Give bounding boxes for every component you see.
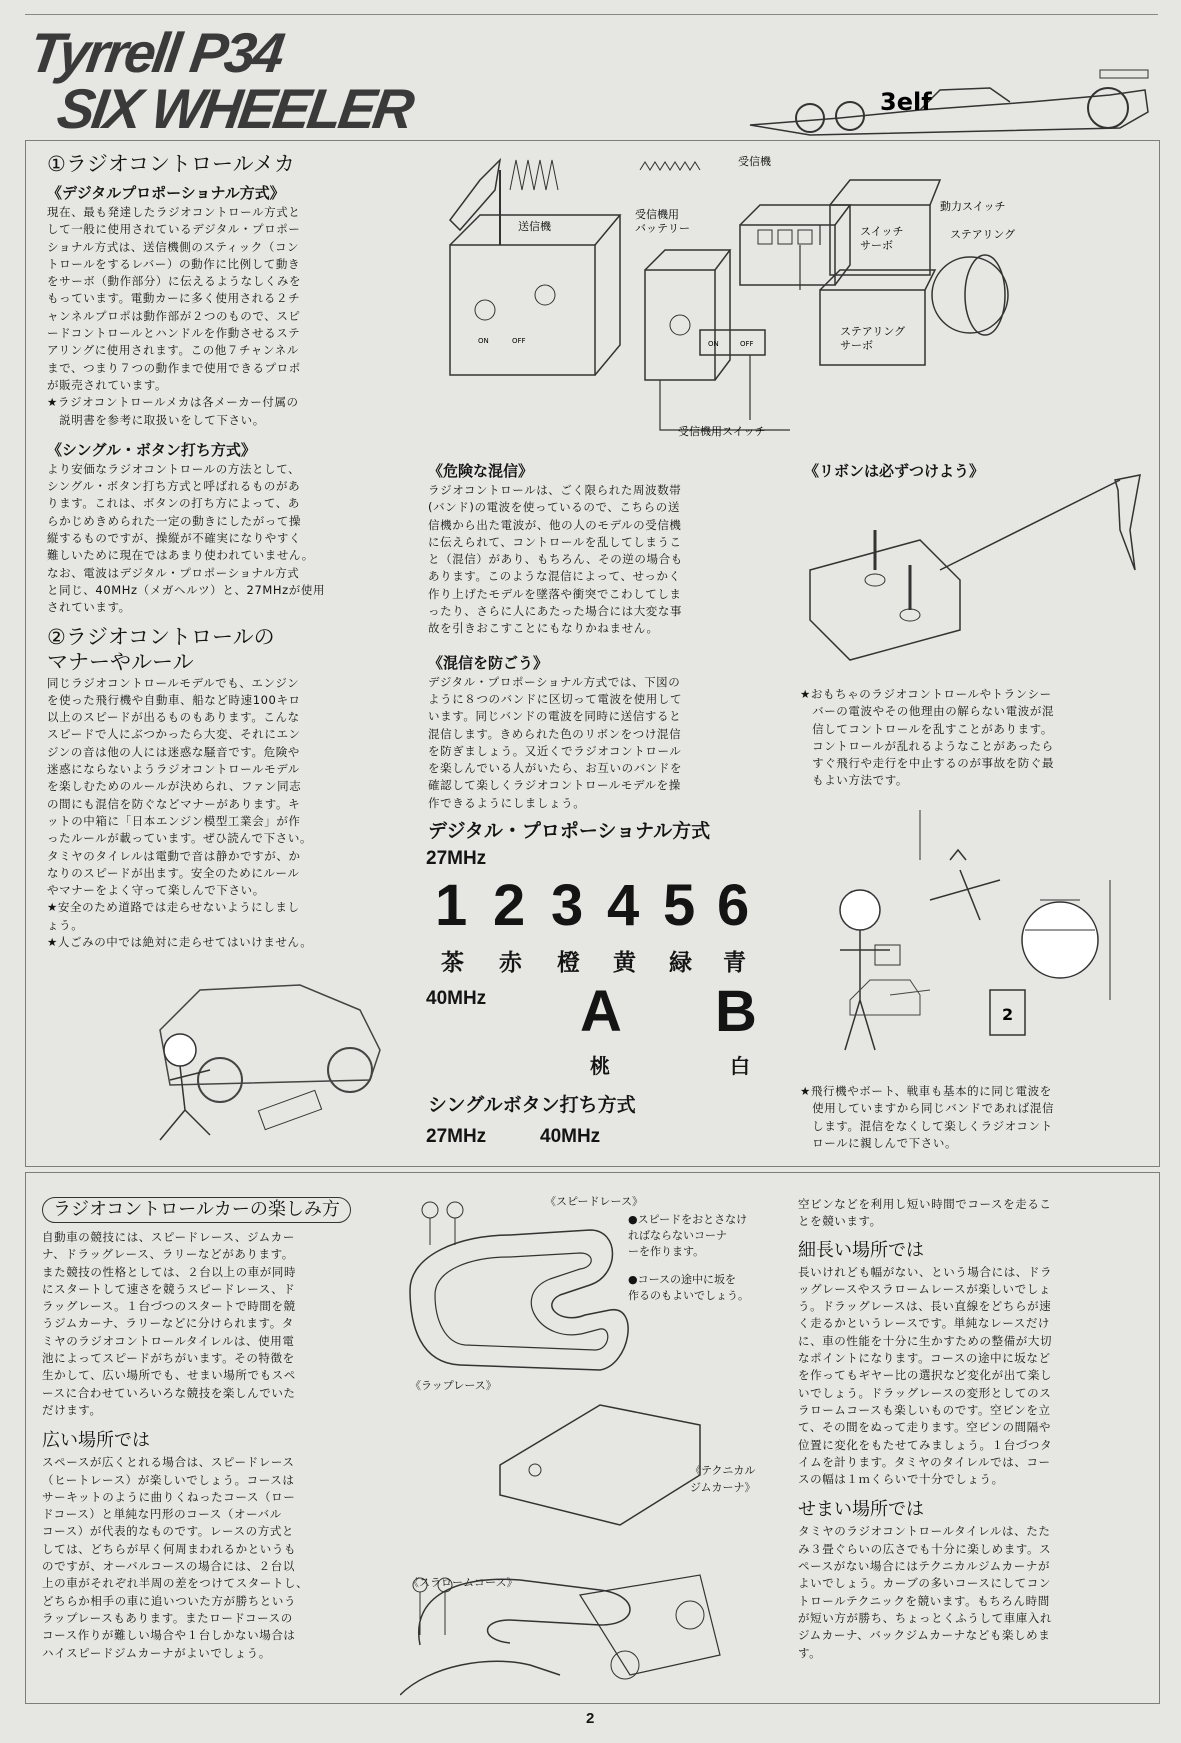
band-number-2: 2 <box>493 873 526 938</box>
speed-note2: ●コースの途中に坂を 作るのもよいでしょう。 <box>628 1273 749 1302</box>
wide-body: スペースが広くとれる場合は、スピードレース （ヒートレース）が楽しいでしょう。コースは サーキットのように曲りくねったコース（ロー ドコース）と単純な円形のコース（オーバル コース）が代表的なものです。レースの方式と しては、どちらが早く何周まわれるかというも のですが、オーバルコースの場合には、２台以 上の車がそれぞれ半周の差をつけてスタートし、 どちらか相手の車に追いついた方が勝ちという ラップレースもあります。またロードコースの コース作りが難しい場合や１台しかない場合は ハイスピードジムカーナがよいでしょう。 <box>42 1455 309 1660</box>
section2-title: ②ラジオコントロールの マナーやルール <box>47 624 275 674</box>
digital-body: 現在、最も発達したラジオコントロール方式と して一般に使用されているデジタル・プロポー ショナル方式は、送信機側のスティック（コン トロールをするレバー）の動作に比例して動き をサーボ（動作部分）に伝えるようなしくみを もっています。電動カーに多く使用される２チ ャンネルプロポは動作部が２つのもので、スピ ードコントロールとハンドルを作動させるステ アリングに使用されます。この他７チャンネル まで、つまり７つの動作まで使用できるプロポ が販売されています。 <box>47 205 302 392</box>
section2-note1: ★安全のため道路では走らせないようにしまし ょう。 <box>47 900 300 932</box>
continued-text: 空ビンなどを利用し短い時間でコースを走るこ とを競います。 <box>798 1197 1052 1229</box>
long-title: 細長い場所では <box>798 1239 924 1261</box>
single-heading: 《シングル・ボタン打ち方式》 <box>47 440 256 459</box>
logo-title-line2: SIX WHEELER <box>53 77 416 140</box>
speed-note1: ●スピードをおとさなけ ればならないコーナ ーを作ります。 <box>628 1213 748 1258</box>
ribbon-note2: ★飛行機やボート、戦車も基本的に同じ電波を 使用していますから同じバンドであれば混信 します。混信をなくして楽しくラジオコント ロールに親しんで下さい。 <box>800 1084 1055 1150</box>
band-color-a: 桃 <box>590 1054 610 1078</box>
label-steering: ステアリング <box>950 228 1016 241</box>
single-band-title: シングルボタン打ち方式 <box>428 1094 636 1116</box>
danger-heading: 《危険な混信》 <box>428 462 534 480</box>
band-color-6: 青 <box>723 950 746 976</box>
band-freq-27: 27MHz <box>426 848 487 869</box>
ribbon-heading: 《リボンは必ずつけよう》 <box>804 462 985 480</box>
enjoy-left-column <box>42 1197 397 1662</box>
enjoy-title: ラジオコントロールカーの楽しみ方 <box>42 1197 351 1223</box>
page-number: 2 <box>586 1710 595 1727</box>
rx-off-label: OFF <box>740 340 754 348</box>
danger-body: ラジオコントロールは、ごく限られた周波数帯 (バンド)の電波を使っているので、こちらの送 信機から出た電波が、他の人のモデルの受信機 に伝えられて、コントロールを乱してしまうこ と（混信）があり、もちろん、その逆の場合も あります。このような混信によって、せっかく 作り上げたモデルを墜落や衝突でこわしてしま ったり、さらに人にあたった場合には大変な事 故を引きおこすことにもなりかねません。 <box>428 483 683 636</box>
label-rx-switch: 受信機用スイッチ <box>678 425 766 438</box>
digital-heading: 《デジタルプロポーショナル方式》 <box>47 184 285 202</box>
prevent-body: デジタル・プロポーショナル方式では、下図の ように８つのバンドに区切って電波を使用して います。同じバンドの電波を同時に送信すると 混信します。きめられた色のリボンをつけ混信 を防ぎましょう。又近くでラジオコントロール を楽しんでいる人がいたら、お互いのバンドを 確認して楽しくラジオコントロールモデルを操 作できるようにしましょう。 <box>428 674 683 810</box>
section1-column <box>47 151 407 951</box>
label-transmitter: 送信機 <box>518 220 551 233</box>
single-freq-27: 27MHz <box>426 1126 487 1147</box>
boy-car-illustration <box>140 970 410 1160</box>
car-decal: 3elf <box>880 88 932 116</box>
band-number-1: 1 <box>435 873 468 938</box>
label-slalom: 《スラロームコース》 <box>408 1576 518 1589</box>
label-speed-race: 《スピードレース》 <box>545 1195 644 1208</box>
band-letter-b: B <box>715 979 757 1044</box>
logo-title-line1: Tyrrell P34 <box>25 21 286 84</box>
prevent-heading: 《混信を防ごう》 <box>428 653 549 672</box>
band-number-6: 6 <box>717 873 750 938</box>
digital-band-title: デジタル・プロポーショナル方式 <box>428 820 711 842</box>
band-number-5: 5 <box>663 873 696 938</box>
label-lap-race: 《ラップレース》 <box>410 1379 497 1392</box>
top-rule <box>25 14 1158 15</box>
ribbon-note: ★おもちゃのラジオコントロールやトランシー バーの電波やその他理由の解らない電波が混 信してコントロールを乱すことがあります。 コントロールが乱れるようなことがあったら すぐ飛行や走行を中止するのが事故を防ぐ最 もよい方法です。 <box>800 687 1055 788</box>
race-courses-illustration <box>400 1195 790 1700</box>
label-rx-battery: 受信機用バッテリー <box>635 208 690 235</box>
band-color-3: 橙 <box>557 950 580 976</box>
digital-note: ★ラジオコントロールメカは各メーカー付属の 説明書を参考に取扱いをして下さい。 <box>47 395 299 427</box>
single-freq-40: 40MHz <box>540 1126 601 1147</box>
band-color-1: 茶 <box>441 950 464 976</box>
label-technical-gymkhana: 《テクニカル ジムカーナ》 <box>690 1464 756 1494</box>
band-color-4: 黄 <box>613 950 636 976</box>
band-letter-a: A <box>580 979 622 1044</box>
narrow-title: せまい場所では <box>798 1499 924 1521</box>
radio-system-diagram <box>440 150 1155 440</box>
wide-title: 広い場所では <box>42 1430 150 1452</box>
transmitter-ribbon-illustration <box>800 470 1150 670</box>
band-color-b: 白 <box>730 1054 750 1078</box>
band-color-2: 赤 <box>499 950 522 976</box>
single-body: より安価なラジオコントロールの方法として、 シングル・ボタン打ち方式と呼ばれるものがあ ります。これは、ボタンの打ち方によって、あ らかじめきめられた一定の動きにしたがって操 縦するものですが、操縦が不確実になりやすく 難しいために現在ではあまり使われていません。 なお、電波はデジタル・プロポーショナル方式 と同じ、40MHz（メガヘルツ）と、27MHzが使用 されています。 <box>47 461 326 615</box>
enjoy-intro: 自動車の競技には、スピードレース、ジムカー ナ、ドラッグレース、ラリーなどがあります。 また競技の性格としては、２台以上の車が同時 にスタートして速さを競うスピードレース、ド ラッグレース。１台づつのスタートで時間を競 うジムカーナ、ラリーなどに分けられます。タ ミヤのラジオコントロールタイレルは、使用電 池によってスピードがちがいます。その特徴を 生かして、広い場所でも、せまい場所でもスペ ースに合わせていろいろな競技を楽しんでいた だけます。 <box>42 1230 297 1417</box>
band-number-4: 4 <box>607 873 640 938</box>
kids-radio-control-illustration <box>810 800 1155 1070</box>
band-freq-40: 40MHz <box>426 988 487 1009</box>
tx-off-label: OFF <box>512 337 526 345</box>
label-steering-servo: ステアリングサーボ <box>840 325 906 352</box>
label-receiver: 受信機 <box>738 155 771 168</box>
enjoy-right-column <box>798 1196 1148 1662</box>
interference-column <box>428 460 778 812</box>
tx-on-label: ON <box>478 337 489 345</box>
rx-on-label: ON <box>708 340 719 348</box>
tyrrell-car-illustration <box>690 40 1160 140</box>
band-number-3: 3 <box>551 873 584 938</box>
label-switch-servo: スイッチサーボ <box>860 225 904 252</box>
band-color-5: 緑 <box>669 950 692 976</box>
long-body: 長いけれども幅がない、という場合には、ドラ ッグレースやスラロームレースが楽しいでしょ う。ドラッグレースは、長い直線をどちらが速 く走るかというレースです。単純なレースだけ に、車の性能を十分に生かすための整備が大切 なポイントになります。コースの途中に坂など を作ってもギヤー比の選択など変化が出て楽し いでしょう。ドラッグレースの変形としてのス ラロームコースも楽しいものです。空ビンを立 て、その間をぬって走ります。空ビンの間隔や 位置に変化をもたせてみましょう。１台づつタ イムを計ります。タミヤのタイレルでは、コー スの幅は１ｍくらいで十分でしょう。 <box>798 1264 1053 1487</box>
section2-note2: ★人ごみの中では絶対に走らせてはいけません。 <box>47 934 313 949</box>
section1-title: ①ラジオコントロールメカ <box>47 152 295 176</box>
section2-body: 同じラジオコントロールモデルでも、エンジン を使った飛行機や自動車、船など時速100キロ 以上のスピードが出るものもあります。こんな スピードで人にぶつかったら大変、それにエン ジンの音は他の人には迷惑な騒音です。危険や 迷惑にならないようラジオコントロールモデル を楽しむためのルールが決められ、ファン同志 の間にも混信を防ぐなどマナーがあります。キ ットの中箱に「日本エンジン模型工業会」が作 ったルールが載っています。ぜひ読んで下さい。 タミヤのタイレルは電動で音は静かですが、か なりのスピードが出ます。安全のためにルール やマナーをよく守って楽しんで下さい。 <box>47 675 313 898</box>
narrow-body: タミヤのラジオコントロールタイレルは、たた み３畳ぐらいの広さでも十分に楽しめます。ス ペースがない場合にはテクニカルジムカーナが よいでしょう。カーブの多いコースにしてコン トロールテクニックを競います。もちろん時間 が短い方が勝ち、ちょっとくふうして車庫入れ ジムカーナ、バックジムカーナなども楽しめま す。 <box>798 1524 1053 1660</box>
label-power-switch: 動力スイッチ <box>940 200 1006 213</box>
sign-number: 2 <box>1002 1005 1014 1024</box>
